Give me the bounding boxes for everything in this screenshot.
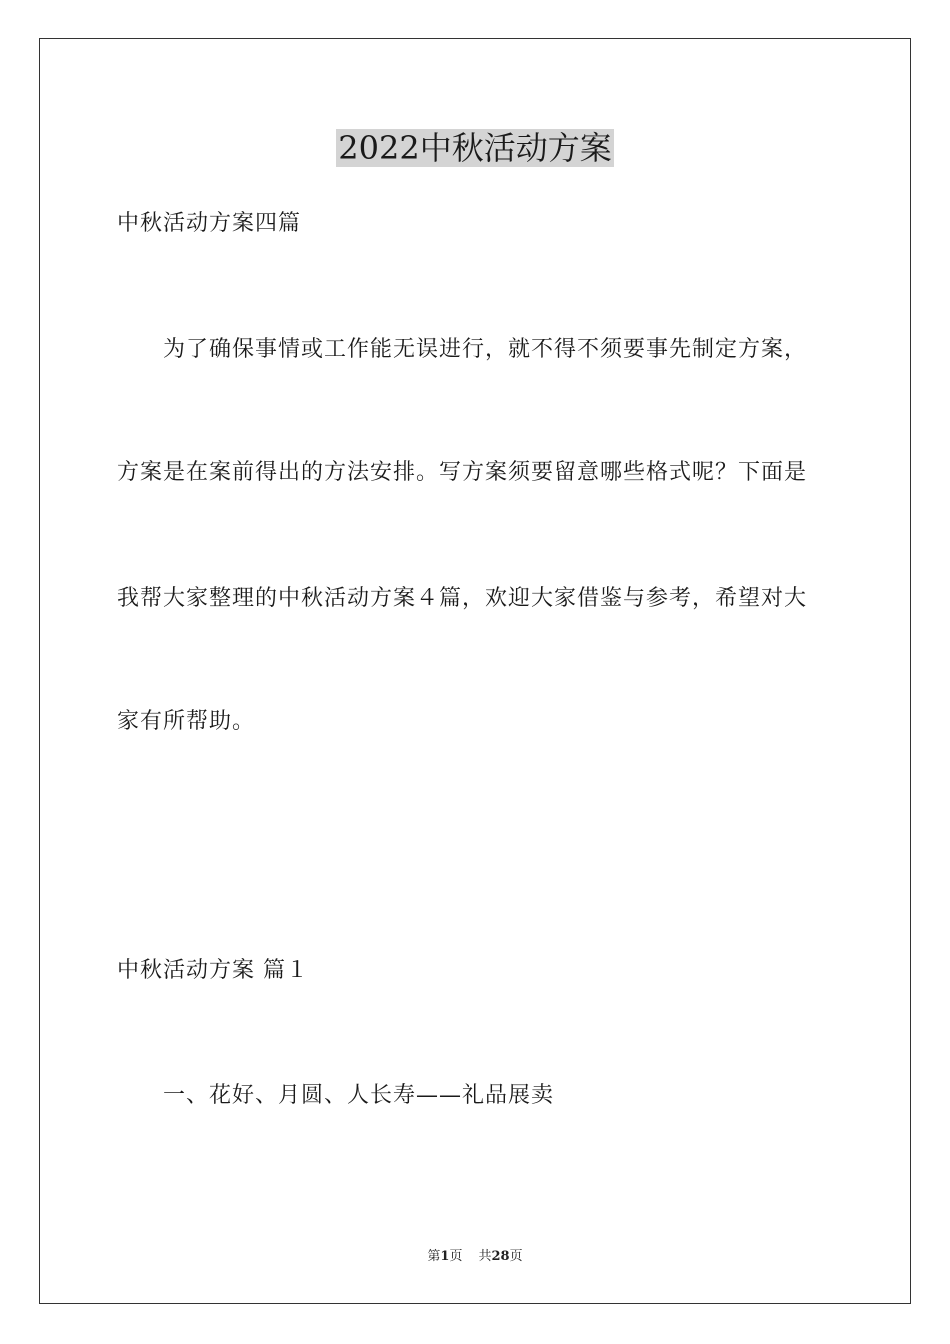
footer-total-suffix: 页 <box>509 1249 523 1264</box>
document-title-text: 2022中秋活动方案 <box>338 129 612 167</box>
section-heading: 中秋活动方案 篇１ <box>117 958 309 983</box>
footer-total-pages: 28 <box>491 1249 510 1264</box>
intro-line-3: 我帮大家整理的中秋活动方案４篇，欢迎大家借鉴与参考，希望对大 <box>117 586 808 611</box>
intro-line-2: 方案是在案前得出的方法安排。写方案须要留意哪些格式呢？下面是 <box>117 460 808 485</box>
footer-page-number: 1 <box>440 1249 450 1264</box>
section-item: 一、花好、月圆、人长寿——礼品展卖 <box>163 1083 555 1108</box>
footer-page-prefix: 第 <box>427 1249 441 1264</box>
document-title <box>0 124 950 172</box>
footer-total-prefix: 共 <box>478 1249 492 1264</box>
footer-page-suffix: 页 <box>449 1249 463 1264</box>
page-footer <box>0 1248 950 1266</box>
document-subtitle: 中秋活动方案四篇 <box>117 211 302 236</box>
intro-line-1: 为了确保事情或工作能无误进行，就不得不须要事先制定方案， <box>163 337 808 362</box>
intro-line-4: 家有所帮助。 <box>117 709 256 734</box>
